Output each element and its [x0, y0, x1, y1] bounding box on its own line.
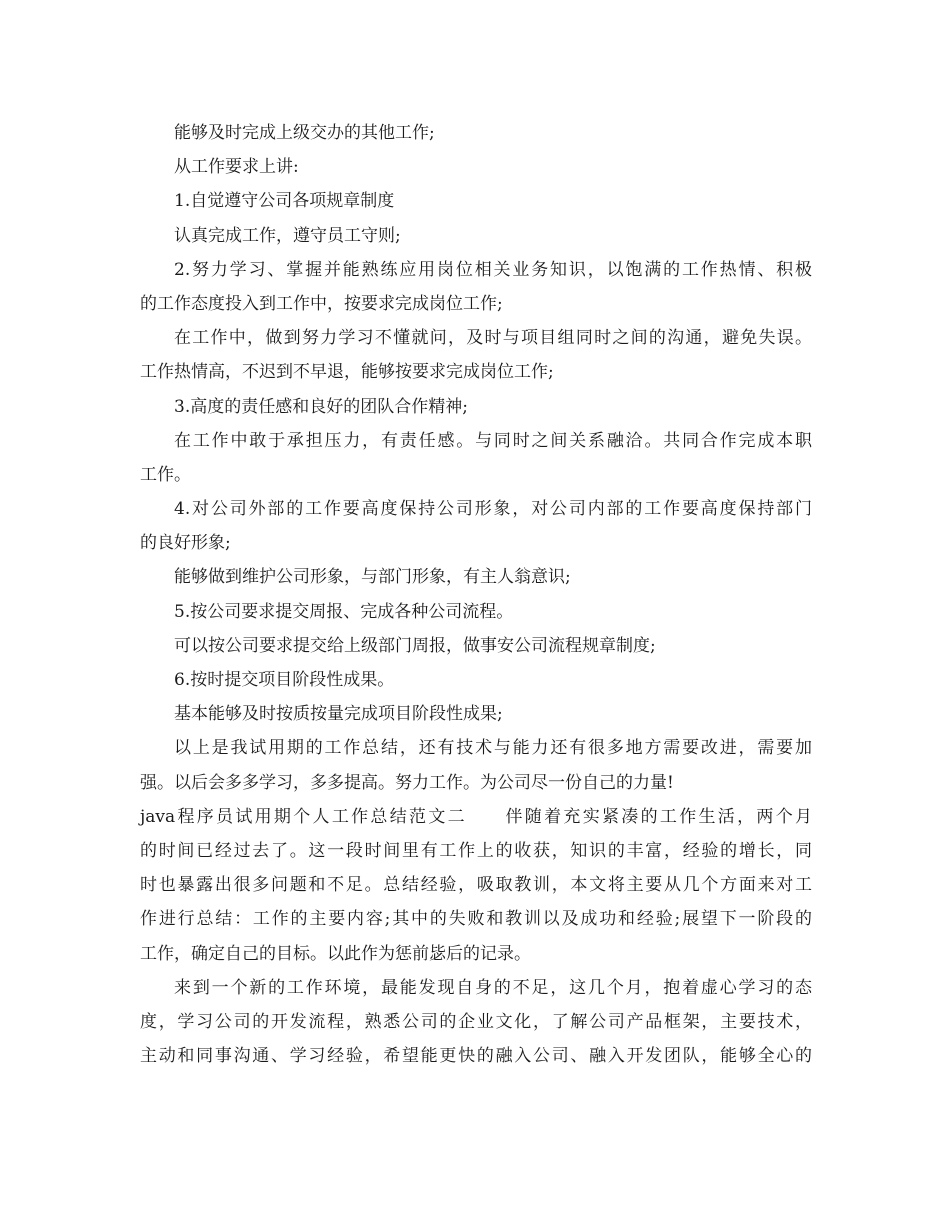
text-line: 5.按公司要求提交周报、完成各种公司流程。 [174, 601, 514, 622]
text-line: 6.按时提交项目阶段性成果。 [174, 670, 395, 690]
text-line: 工作。 [140, 464, 191, 485]
text-line: 工作，确定自己的目标。以此作为惩前毖后的记录。 [140, 943, 531, 964]
text-line: 的良好形象; [140, 533, 231, 554]
text-line: 在工作中，做到努力学习不懂就问，及时与项目组同时之间的沟通，避免失误。 [174, 328, 812, 349]
text-line: 来到一个新的工作环境，最能发现自身的不足，这几个月，抱着虚心学习的态 [174, 977, 812, 998]
text-line: 工作热情高，不迟到不早退，能够按要求完成岗位工作; [140, 362, 554, 383]
text-line: 2.努力学习、掌握并能熟练应用岗位相关业务知识，以饱满的工作热情、积极 [174, 259, 812, 280]
text-line: 在工作中敢于承担压力，有责任感。与同时之间关系融洽。共同合作完成本职 [174, 430, 812, 451]
text-line: 认真完成工作，遵守员工守则; [174, 225, 401, 246]
document-body [140, 116, 812, 1073]
text-line: 可以按公司要求提交给上级部门周报，做事安公司流程规章制度; [174, 635, 656, 656]
text-line: 度，学习公司的开发流程，熟悉公司的企业文化，了解公司产品框架，主要技术， [140, 1011, 812, 1032]
text-line: 能够及时完成上级交办的其他工作; [174, 123, 435, 143]
text-line: 3.高度的责任感和良好的团队合作精神; [174, 396, 468, 417]
text-line: 1.自觉遵守公司各项规章制度 [174, 191, 395, 212]
text-line: 作进行总结：工作的主要内容;其中的失败和教训以及成功和经验;展望下一阶段的 [140, 909, 812, 930]
text-line: 的时间已经过去了。这一段时间里有工作上的收获，知识的丰富，经验的增长，同 [140, 840, 812, 861]
text-line: 从工作要求上讲: [174, 157, 299, 178]
text-line: 强。以后会多多学习，多多提高。努力工作。为公司尽一份自己的力量! [140, 772, 674, 793]
text-line: 的工作态度投入到工作中，按要求完成岗位工作; [140, 293, 503, 314]
text-line: 能够做到维护公司形象，与部门形象，有主人翁意识; [174, 567, 571, 588]
text-line: 时也暴露出很多问题和不足。总结经验，吸取教训，本文将主要从几个方面来对工 [140, 875, 812, 896]
text-line: java程序员试用期个人工作总结范文二 伴随着充实紧凑的工作生活，两个月 [140, 806, 812, 827]
text-line: 基本能够及时按质按量完成项目阶段性成果; [174, 704, 503, 725]
text-line: 以上是我试用期的工作总结，还有技术与能力还有很多地方需要改进，需要加 [174, 738, 812, 759]
text-line: 4.对公司外部的工作要高度保持公司形象，对公司内部的工作要高度保持部门 [174, 499, 812, 520]
text-line: 主动和同事沟通、学习经验，希望能更快的融入公司、融入开发团队，能够全心的 [140, 1046, 812, 1067]
